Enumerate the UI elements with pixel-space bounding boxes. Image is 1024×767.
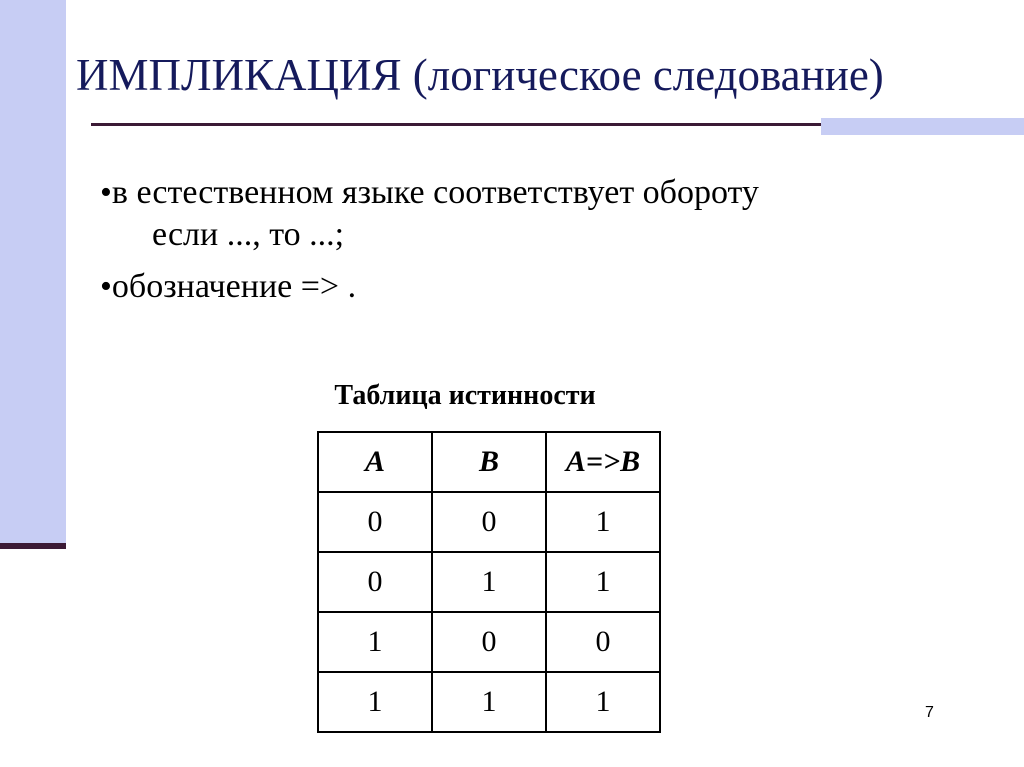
bullet-item-notation: •обозначение => . [100, 268, 357, 305]
left-accent-bar [0, 0, 66, 543]
bullet-item-language-continuation: если ..., то ...; [152, 216, 345, 253]
table-header-row [318, 432, 660, 492]
table-row [318, 552, 660, 612]
table-cell: 1 [546, 492, 660, 552]
title-accent-bar [821, 118, 1024, 135]
table-cell: 1 [318, 612, 432, 672]
header-cell-a: A [318, 432, 432, 492]
table-cell: 0 [432, 612, 546, 672]
table-cell: 1 [432, 672, 546, 732]
table-cell: 0 [318, 552, 432, 612]
table-cell: 0 [432, 492, 546, 552]
table-cell: 0 [546, 612, 660, 672]
table-cell: 1 [546, 672, 660, 732]
header-cell-b: B [432, 432, 546, 492]
table-cell: 1 [432, 552, 546, 612]
table-caption: Таблица истинности [334, 380, 596, 411]
table-cell: 1 [546, 552, 660, 612]
table-row [318, 612, 660, 672]
table-cell: 1 [318, 672, 432, 732]
page-number: 7 [925, 704, 934, 721]
table-row [318, 492, 660, 552]
table-row [318, 672, 660, 732]
bullet-item-language: •в естественном языке соответствует обороту [100, 174, 759, 211]
table-cell: 0 [318, 492, 432, 552]
truth-table [317, 431, 661, 733]
bullet-list [100, 172, 759, 308]
left-accent-rule [0, 543, 66, 549]
header-cell-implication: A=>B [546, 432, 660, 492]
slide-title: ИМПЛИКАЦИЯ (логическое следование) [76, 50, 884, 100]
